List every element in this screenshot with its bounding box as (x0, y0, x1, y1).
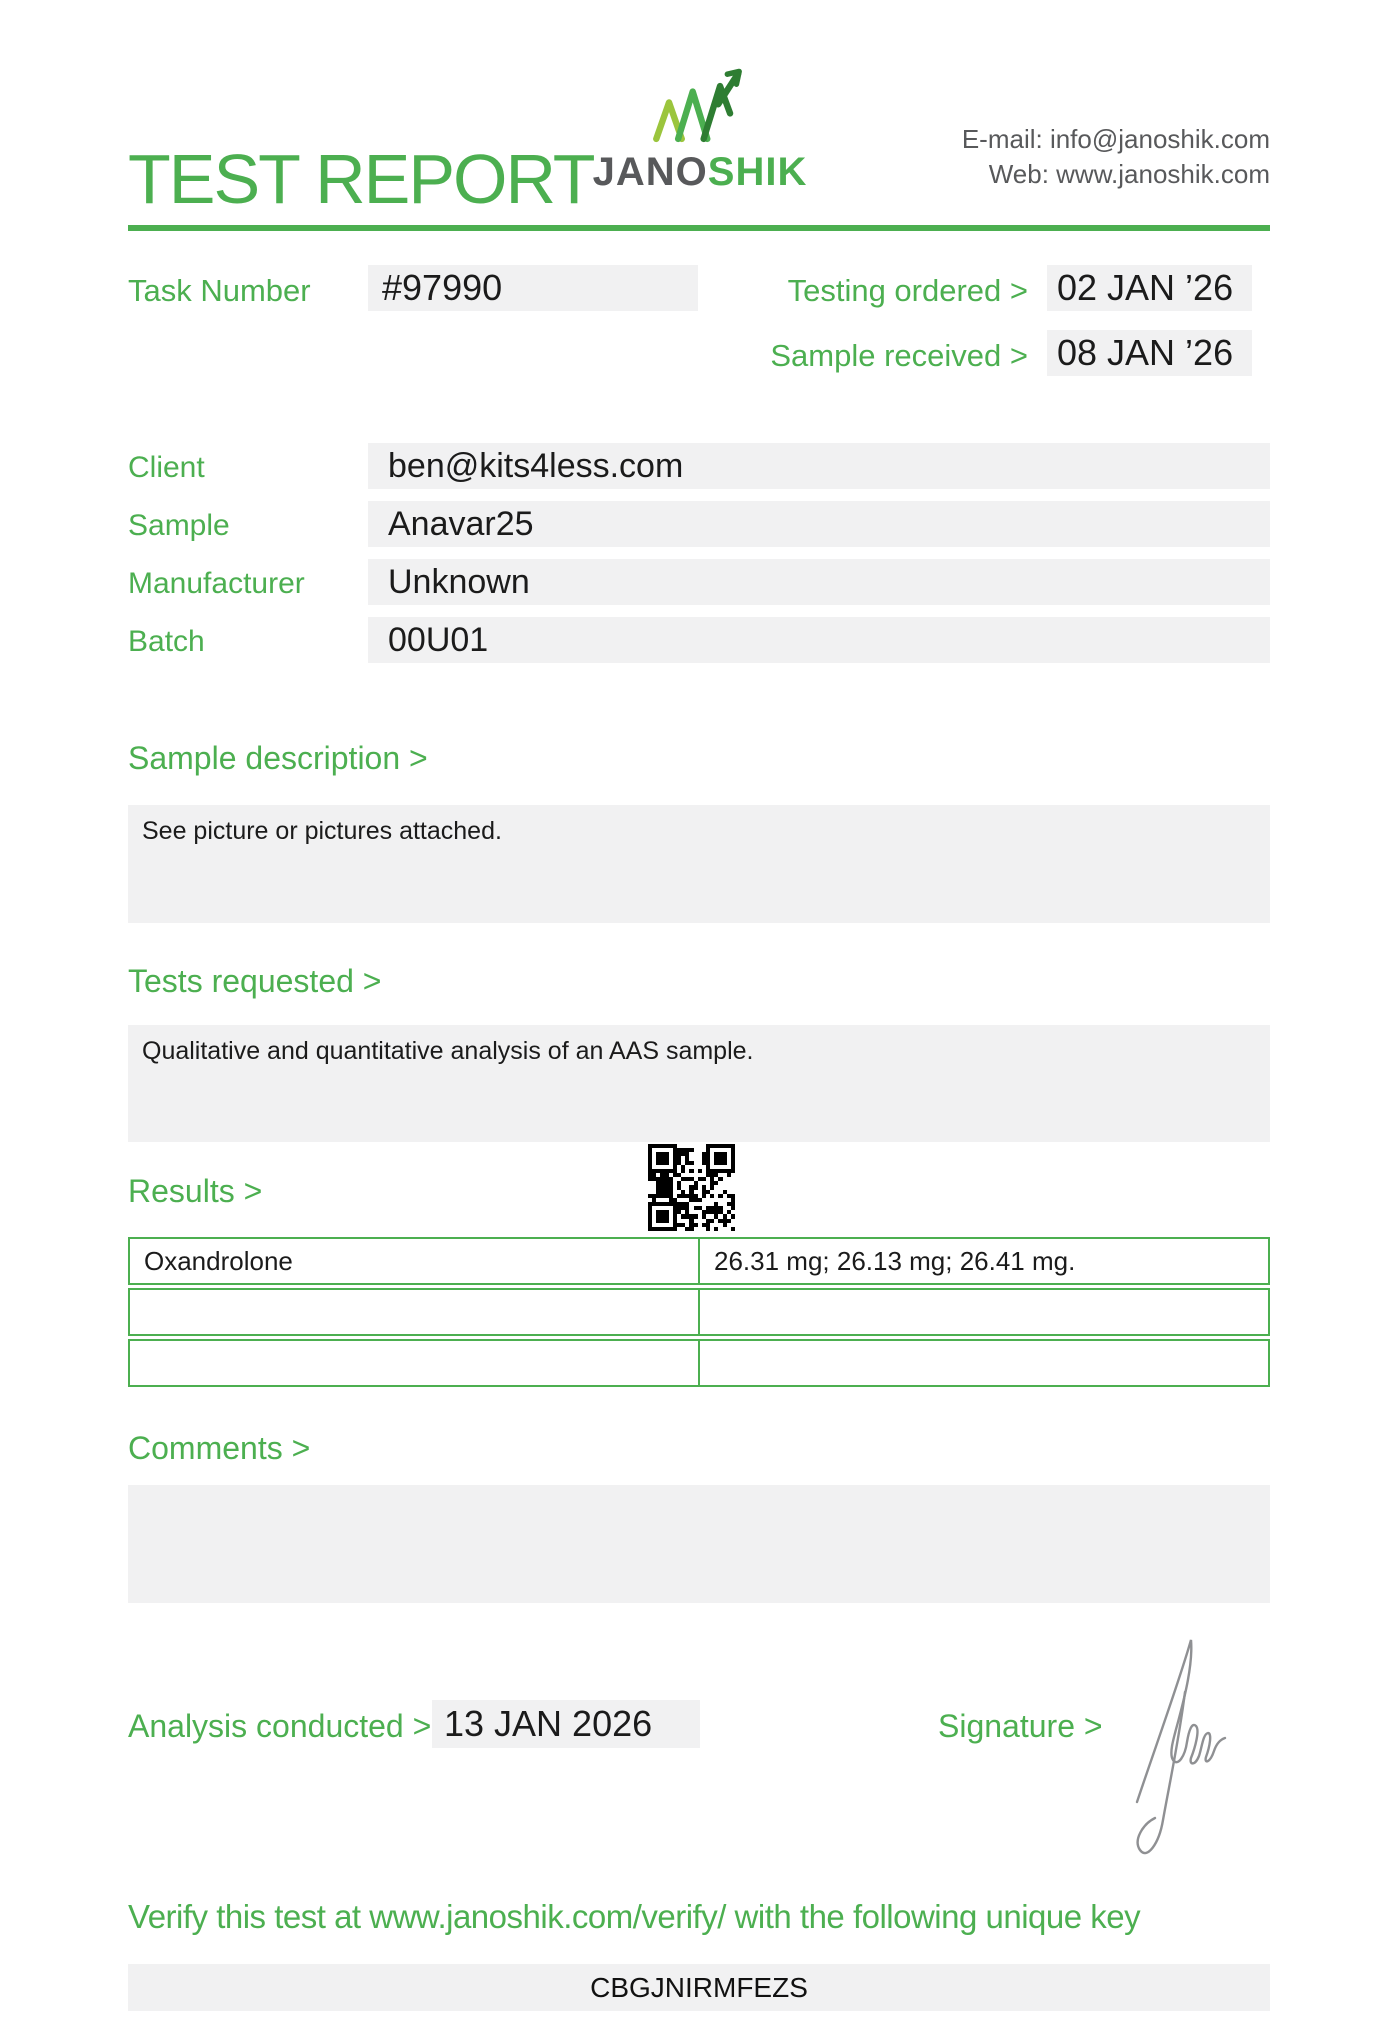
batch-label: Batch (128, 625, 205, 658)
contact-email: E-mail: info@janoshik.com (961, 124, 1270, 154)
task-section (128, 265, 1270, 380)
manufacturer-value: Unknown (368, 559, 1270, 605)
field-row-sample (128, 501, 1270, 547)
contact-block (962, 122, 1270, 192)
field-row-client (128, 443, 1270, 489)
testing-ordered-value: 02 JAN ’26 (1047, 265, 1252, 311)
analysis-conducted-value: 13 JAN 2026 (432, 1700, 700, 1748)
batch-value: 00U01 (368, 617, 1270, 663)
result-value (700, 1290, 1268, 1334)
growth-chart-icon (575, 66, 825, 148)
brand-name-part2: SHIK (707, 150, 808, 194)
handwritten-signature (1115, 1630, 1235, 1885)
sample-description-box: See picture or pictures attached. (128, 805, 1270, 923)
results-heading: Results > (128, 1173, 263, 1209)
brand-name (575, 152, 825, 192)
field-row-manufacturer (128, 559, 1270, 605)
tests-requested-box: Qualitative and quantitative analysis of an AAS sample. (128, 1025, 1270, 1142)
field-row-batch (128, 617, 1270, 663)
verify-instruction: Verify this test at www.janoshik.com/verify/ with the following unique key (128, 1898, 1141, 1935)
sample-received-value: 08 JAN ’26 (1047, 330, 1252, 376)
result-analyte: Oxandrolone (130, 1239, 700, 1283)
result-value: 26.31 mg; 26.13 mg; 26.41 mg. (714, 1245, 1076, 1276)
table-row (128, 1339, 1270, 1387)
result-value (700, 1341, 1268, 1385)
table-row (128, 1237, 1270, 1285)
tests-requested-heading: Tests requested > (128, 963, 382, 999)
sample-received-label: Sample received > (770, 338, 1028, 373)
qr-code (648, 1144, 735, 1231)
page-title: TEST REPORT (128, 140, 594, 218)
result-analyte (130, 1290, 700, 1334)
comments-heading: Comments > (128, 1430, 311, 1466)
comments-box (128, 1485, 1270, 1603)
brand-logo (575, 66, 825, 192)
sample-description-heading: Sample description > (128, 740, 428, 776)
sample-value: Anavar25 (368, 501, 1270, 547)
task-number-label: Task Number (128, 273, 311, 308)
results-table (128, 1237, 1270, 1387)
signature-label: Signature > (938, 1708, 1103, 1744)
client-label: Client (128, 451, 205, 484)
analysis-conducted-label: Analysis conducted > (128, 1708, 432, 1744)
manufacturer-label: Manufacturer (128, 567, 305, 600)
sample-label: Sample (128, 509, 230, 542)
sample-info-section (128, 443, 1270, 675)
task-number-value: #97990 (368, 265, 698, 311)
client-value: ben@kits4less.com (368, 443, 1270, 489)
contact-web: Web: www.janoshik.com (988, 159, 1270, 189)
header-divider (128, 225, 1270, 231)
unique-key-value: CBGJNIRMFEZS (128, 1964, 1270, 2011)
testing-ordered-label: Testing ordered > (787, 273, 1028, 308)
brand-name-part1: JANO (592, 150, 708, 194)
table-row (128, 1288, 1270, 1336)
result-analyte (130, 1341, 700, 1385)
